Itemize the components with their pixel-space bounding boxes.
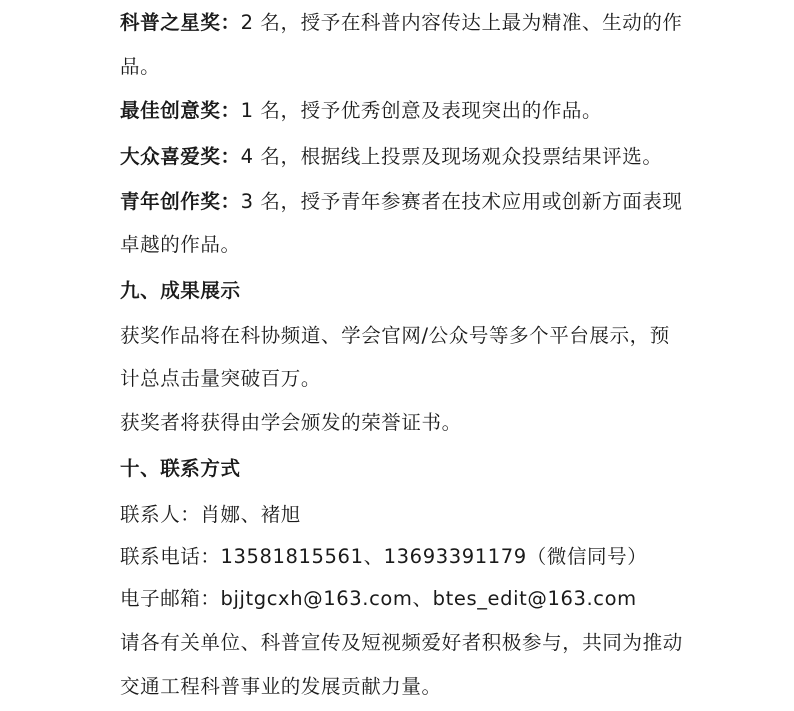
award-description: 3 名，授予青年参赛者在技术应用或创新方面表现 [240,190,683,213]
contact-email: 电子邮箱：bjjtgcxh@163.com、btes_edit@163.com [120,587,637,610]
closing-paragraph: 请各有关单位、科普宣传及短视频爱好者积极参与，共同为推动 [120,631,683,654]
closing-paragraph-continued: 交通工程科普事业的发展贡献力量。 [120,675,442,698]
contact-person: 联系人：肖娜、褚旭 [120,503,301,526]
award-description: 1 名，授予优秀创意及表现突出的作品。 [240,99,603,122]
award-name: 青年创作奖： [120,190,241,213]
award-name: 最佳创意奖： [120,99,241,122]
award-public-favorite [120,145,662,169]
section-heading-results: 九、成果展示 [120,279,241,302]
award-description-continued: 品。 [120,55,161,78]
award-best-creativity [120,99,602,123]
certificate-paragraph: 获奖者将获得由学会颁发的荣誉证书。 [120,411,462,434]
award-name: 大众喜爱奖： [120,145,241,168]
award-youth-creation [120,190,683,214]
award-description-continued: 卓越的作品。 [120,233,241,256]
section-heading-contact: 十、联系方式 [120,457,241,480]
results-paragraph-continued: 计总点击量突破百万。 [120,367,322,390]
award-description: 2 名，授予在科普内容传达上最为精准、生动的作 [240,11,683,34]
contact-phone: 联系电话：13581815561、13693391179（微信同号） [120,545,648,568]
award-description: 4 名，根据线上投票及现场观众投票结果评选。 [240,145,663,168]
award-name: 科普之星奖： [120,11,241,34]
results-paragraph: 获奖作品将在科协频道、学会官网/公众号等多个平台展示，预 [120,324,670,347]
award-star-of-science [120,11,683,35]
